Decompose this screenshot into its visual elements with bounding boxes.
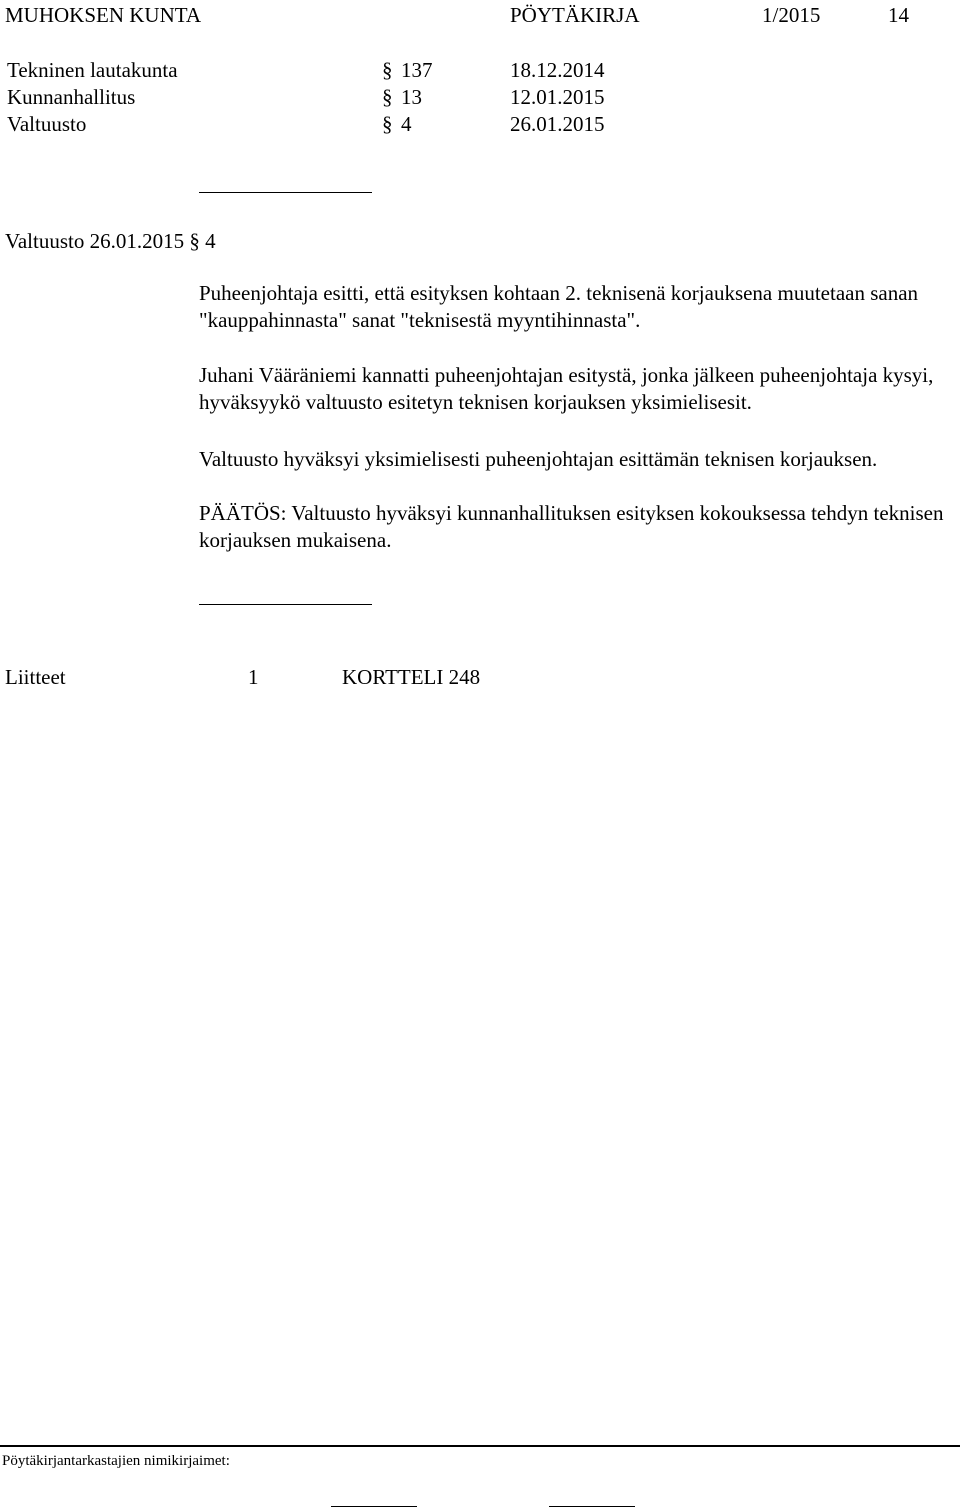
reference-number: 4 xyxy=(401,112,412,136)
issue-number: 1/2015 xyxy=(762,3,821,27)
section-sign-icon: § xyxy=(382,58,393,82)
initials-line xyxy=(331,1506,417,1507)
section-divider xyxy=(199,604,372,605)
reference-body: Valtuusto xyxy=(7,112,87,136)
reference-number: 137 xyxy=(401,58,433,82)
footer-divider xyxy=(0,1445,960,1447)
attachments-label: Liitteet xyxy=(5,665,66,689)
reference-body: Kunnanhallitus xyxy=(7,85,136,109)
paragraph-decision: PÄÄTÖS: Valtuusto hyväksyi kunnanhallituksen esityksen kokouksessa tehdyn teknisen korjauksen mukaisena. xyxy=(199,501,944,552)
attachment-number: 1 xyxy=(248,665,259,689)
paragraph-approval: Valtuusto hyväksyi yksimielisesti puheenjohtajan esittämän teknisen korjauksen. xyxy=(199,447,878,471)
paragraph-seconding: Juhani Vääräniemi kannatti puheenjohtajan esitystä, jonka jälkeen puheenjohtaja kysyi, hyväksyykö valtuusto esitetyn teknisen korjauksen yksimielisesit. xyxy=(199,363,934,414)
initials-line xyxy=(549,1506,635,1507)
paragraph-chair-proposal: Puheenjohtaja esitti, että esityksen kohtaan 2. teknisenä korjauksena muutetaan sanan "kauppahinnasta" sanat "teknisestä myyntihinnasta". xyxy=(199,281,919,332)
attachment-title: KORTTELI 248 xyxy=(342,665,481,689)
section-sign-icon: § xyxy=(382,85,393,109)
reference-date: 26.01.2015 xyxy=(510,112,605,136)
section-heading: Valtuusto 26.01.2015 § 4 xyxy=(5,229,216,253)
document-type: PÖYTÄKIRJA xyxy=(510,3,640,27)
page-number: 14 xyxy=(888,3,909,27)
section-divider xyxy=(199,192,372,193)
reference-body: Tekninen lautakunta xyxy=(7,58,178,82)
municipality-name: MUHOKSEN KUNTA xyxy=(5,3,202,27)
section-sign-icon: § xyxy=(382,112,393,136)
footer-initials-label: Pöytäkirjantarkastajien nimikirjaimet: xyxy=(2,1453,230,1469)
reference-number: 13 xyxy=(401,85,422,109)
reference-date: 12.01.2015 xyxy=(510,85,605,109)
reference-date: 18.12.2014 xyxy=(510,58,605,82)
